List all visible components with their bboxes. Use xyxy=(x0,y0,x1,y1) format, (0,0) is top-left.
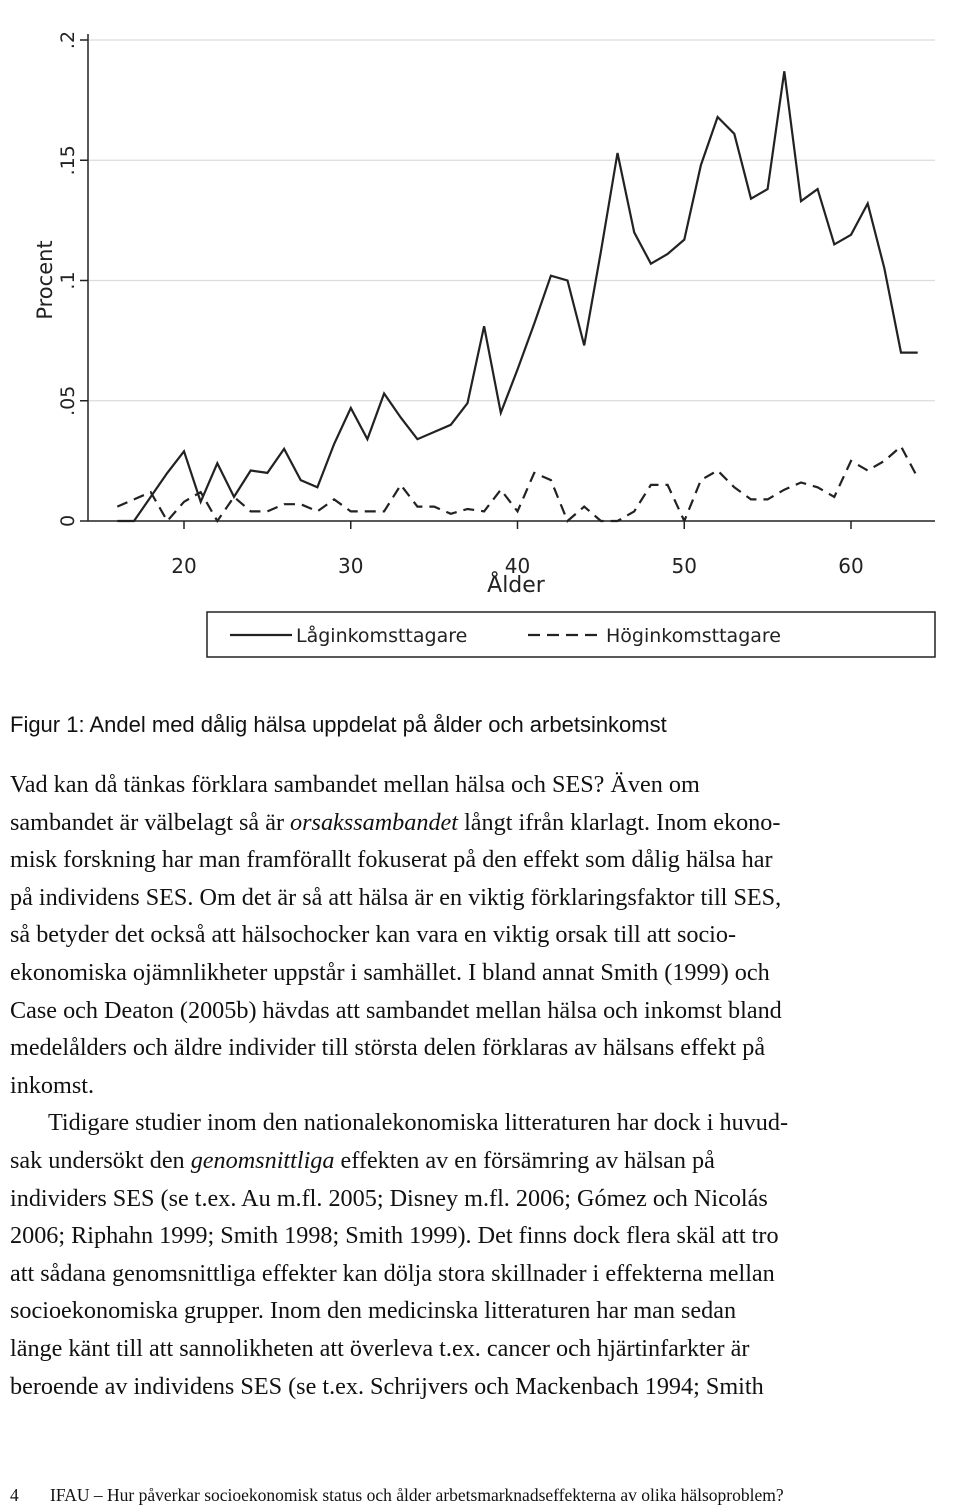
text-line: medelålders och äldre individer till största delen förklaras av hälsans effekt på xyxy=(10,1034,766,1062)
x-axis-label: Ålder xyxy=(487,573,545,598)
text-line: sambandet är välbelagt så är xyxy=(10,808,291,836)
x-tick-label: 40 xyxy=(504,554,531,578)
paragraph-1 xyxy=(10,766,958,1104)
text-line: effekten av en försämring av hälsan på xyxy=(334,1146,715,1174)
x-tick-label: 30 xyxy=(338,554,364,578)
text-line: Vad kan då tänkas förklara sambandet mellan hälsa och SES? Även om xyxy=(10,771,700,798)
running-title: IFAU – Hur påverkar socioekonomisk status och ålder arbetsmarknadseffekterna av olika hälsoproblem? xyxy=(50,1485,784,1505)
text-line: att sådana genomsnittliga effekter kan dölja stora skillnader i effekterna mellan xyxy=(10,1259,775,1287)
text-line: socioekonomiska grupper. Inom den medicinska litteraturen har man sedan xyxy=(10,1297,737,1325)
text-line: Case och Deaton (2005b) hävdas att sambandet mellan hälsa och inkomst bland xyxy=(10,996,782,1024)
text-line: så betyder det också att hälsochocker kan vara en viktig orsak till att socio- xyxy=(10,921,737,949)
text-line: på individens SES. Om det är så att hälsa är en viktig förklaringsfaktor till SES, xyxy=(10,883,782,911)
y-tick-label: .05 xyxy=(57,385,79,416)
y-tick-label: .15 xyxy=(57,145,79,176)
x-tick-label: 20 xyxy=(171,554,197,578)
emphasis: orsakssambandet xyxy=(290,808,459,836)
paragraph-2 xyxy=(10,1104,958,1405)
text-line: 2006; Riphahn 1999; Smith 1998; Smith 1999). Det finns dock flera skäl att tro xyxy=(10,1222,779,1250)
figure-caption: Figur 1: Andel med dålig hälsa uppdelat på ålder och arbetsinkomst xyxy=(10,712,667,737)
y-tick-label: .2 xyxy=(57,30,79,50)
text-line: inkomst. xyxy=(10,1071,94,1099)
body-text xyxy=(10,766,958,1405)
legend-label-series-2: Höginkomsttagare xyxy=(606,625,781,647)
emphasis: genomsnittliga xyxy=(190,1146,335,1174)
y-tick-label: .1 xyxy=(57,271,79,290)
page-number: 4 xyxy=(10,1485,19,1505)
line-chart xyxy=(0,0,960,700)
x-tick-label: 60 xyxy=(838,554,864,578)
text-line: länge känt till att sannolikheten att överleva t.ex. cancer och hjärtinfarkter är xyxy=(10,1334,750,1362)
text-line: sak undersökt den xyxy=(10,1146,191,1174)
legend-label-series-1: Låginkomsttagare xyxy=(296,625,468,647)
y-axis-label: Procent xyxy=(33,240,57,320)
text-line: långt ifrån klarlagt. Inom ekono- xyxy=(458,808,781,836)
text-line: beroende av individens SES (se t.ex. Schrijvers och Mackenbach 1994; Smith xyxy=(10,1372,764,1400)
x-tick-label: 50 xyxy=(671,554,697,578)
text-line: misk forskning har man framförallt fokuserat på den effekt som dålig hälsa har xyxy=(10,846,773,874)
text-line: Tidigare studier inom den nationalekonomiska litteraturen har dock i huvud- xyxy=(48,1109,789,1137)
y-tick-label: 0 xyxy=(57,514,79,528)
text-line: ekonomiska ojämnlikheter uppstår i samhället. I bland annat Smith (1999) och xyxy=(10,958,770,986)
legend xyxy=(207,612,935,657)
text-line: individers SES (se t.ex. Au m.fl. 2005; Disney m.fl. 2006; Gómez och Nicolás xyxy=(10,1184,768,1212)
page-footer xyxy=(10,1485,955,1506)
